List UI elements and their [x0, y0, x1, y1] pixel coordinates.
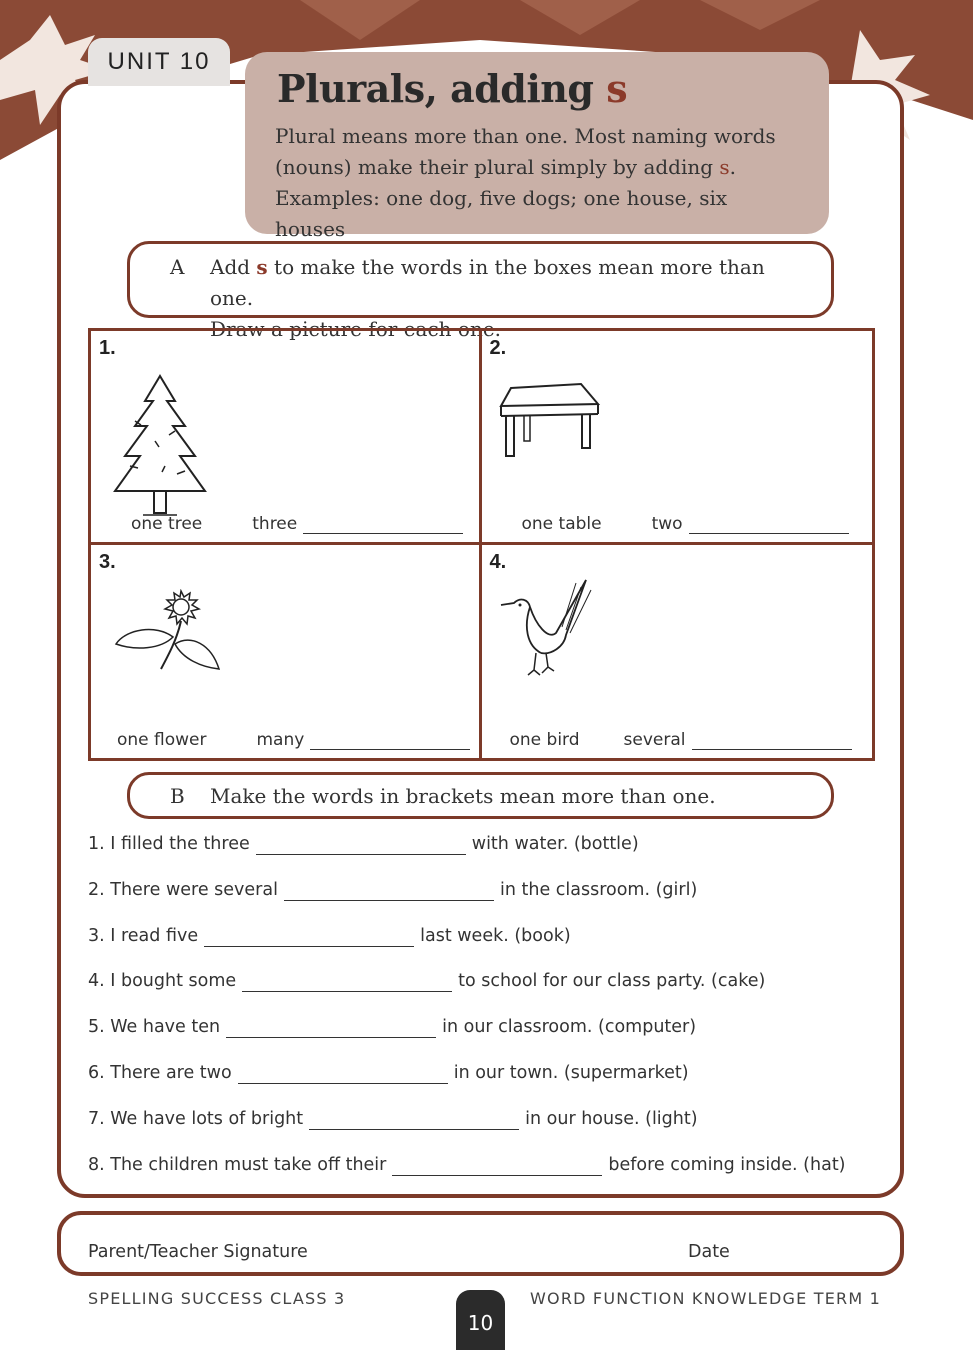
section-a-letter: A	[170, 255, 185, 279]
sentence-list	[88, 834, 888, 1200]
list-item: 2. There were several in the classroom. (girl)	[88, 879, 698, 900]
date-label: Date	[688, 1242, 730, 1262]
bird-icon	[496, 575, 596, 685]
signature-box[interactable]	[57, 1211, 904, 1276]
box-2[interactable]: 2. one table two	[482, 331, 873, 545]
sentence-blank[interactable]	[256, 834, 466, 855]
answer-blank-2[interactable]	[689, 515, 849, 534]
sentence-blank[interactable]	[242, 971, 452, 992]
page-title: Plurals, adding s	[277, 66, 628, 111]
sentence-blank[interactable]	[284, 880, 494, 901]
unit-label: UNIT 10	[88, 38, 230, 86]
signature-label: Parent/Teacher Signature	[88, 1242, 308, 1262]
list-item: 4. I bought some to school for our class party. (cake)	[88, 971, 766, 992]
box-1[interactable]: 1. one tree three	[91, 331, 482, 545]
list-item: 1. I filled the three with water. (bottle)	[88, 834, 639, 854]
section-b-instructions: B Make the words in brackets mean more than one.	[127, 772, 834, 819]
picture-grid	[88, 328, 875, 761]
list-item: 7. We have lots of bright in our house. (light)	[88, 1108, 698, 1129]
tree-icon	[105, 371, 215, 521]
intro-text: Plural means more than one. Most naming words (nouns) make their plural simply by adding s. Examples: one dog, five dogs; one house, six houses	[275, 124, 776, 241]
answer-blank-3[interactable]	[310, 731, 470, 750]
list-item: 3. I read five last week. (book)	[88, 925, 571, 946]
footer-section-title: WORD FUNCTION KNOWLEDGE TERM 1	[530, 1289, 882, 1308]
sentence-blank[interactable]	[226, 1017, 436, 1038]
table-icon	[496, 376, 606, 466]
answer-blank-1[interactable]	[303, 515, 463, 534]
box-4[interactable]: 4. one bird several	[482, 545, 873, 759]
sentence-blank[interactable]	[204, 926, 414, 947]
title-box	[245, 52, 829, 241]
sentence-blank[interactable]	[238, 1063, 448, 1084]
section-a-instructions: A Add s to make the words in the boxes mean more than one. Draw a picture for each one.	[127, 241, 834, 318]
sentence-blank[interactable]	[392, 1155, 602, 1176]
list-item: 5. We have ten in our classroom. (computer)	[88, 1017, 697, 1038]
list-item: 8. The children must take off their before coming inside. (hat)	[88, 1154, 846, 1175]
flower-icon	[111, 589, 231, 679]
sentence-blank[interactable]	[309, 1109, 519, 1130]
answer-blank-4[interactable]	[692, 731, 852, 750]
footer-book-title: SPELLING SUCCESS CLASS 3	[88, 1289, 346, 1308]
box-3[interactable]: 3. one flower many	[91, 545, 482, 759]
section-b-letter: B	[170, 784, 185, 808]
page-number: 10	[456, 1290, 505, 1350]
list-item: 6. There are two in our town. (supermarket)	[88, 1062, 689, 1083]
